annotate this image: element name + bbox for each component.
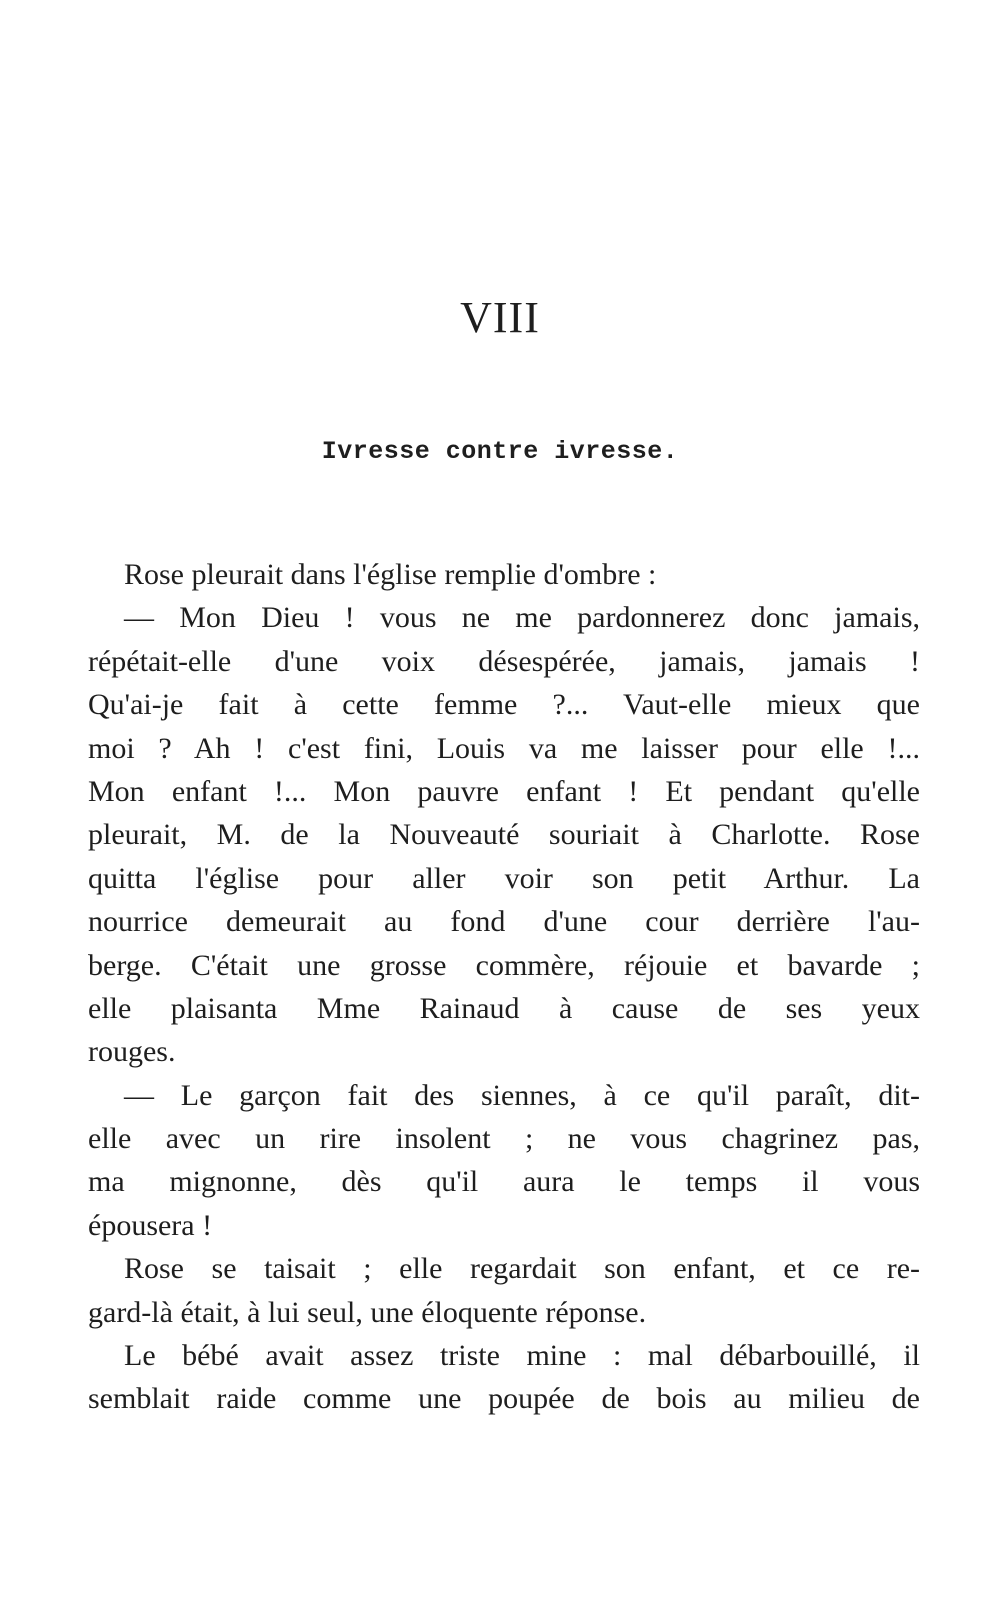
chapter-title: Ivresse contre ivresse.: [321, 437, 679, 466]
text-line: Qu'ai-je fait à cette femme ?... Vaut-elle mieux que: [88, 688, 920, 722]
text-line: quitta l'église pour aller voir son petit Arthur. La: [88, 861, 920, 895]
text-line: nourrice demeurait au fond d'une cour derrière l'au-: [88, 905, 920, 939]
text-line: gard-là était, à lui seul, une éloquente réponse.: [88, 1295, 647, 1329]
text-line: Rose se taisait ; elle regardait son enfant, et ce re-: [124, 1252, 920, 1286]
text-line: Rose pleurait dans l'église remplie d'ombre :: [124, 558, 657, 591]
body-text: [88, 553, 920, 1421]
text-line: — Le garçon fait des siennes, à ce qu'il paraît, dit-: [124, 1078, 920, 1112]
text-line: ma mignonne, dès qu'il aura le temps il vous: [88, 1165, 920, 1199]
text-line: Le bébé avait assez triste mine : mal débarbouillé, il: [124, 1339, 920, 1373]
text-line: épousera !: [88, 1208, 213, 1242]
chapter-number: VIII: [460, 293, 540, 342]
text-line: pleurait, M. de la Nouveauté souriait à Charlotte. Rose: [88, 818, 920, 852]
text-line: semblait raide comme une poupée de bois au milieu de: [88, 1382, 920, 1416]
text-line: rouges.: [88, 1035, 176, 1069]
text-line: répétait-elle d'une voix désespérée, jamais, jamais !: [88, 644, 920, 678]
text-line: — Mon Dieu ! vous ne me pardonnerez donc jamais,: [124, 601, 920, 635]
text-line: moi ? Ah ! c'est fini, Louis va me laisser pour elle !...: [88, 731, 920, 765]
text-line: elle plaisanta Mme Rainaud à cause de ses yeux: [88, 991, 920, 1025]
text-line: Mon enfant !... Mon pauvre enfant ! Et pendant qu'elle: [88, 774, 920, 808]
text-line: berge. C'était une grosse commère, réjouie et bavarde ;: [88, 948, 920, 982]
text-line: elle avec un rire insolent ; ne vous chagrinez pas,: [88, 1122, 920, 1156]
